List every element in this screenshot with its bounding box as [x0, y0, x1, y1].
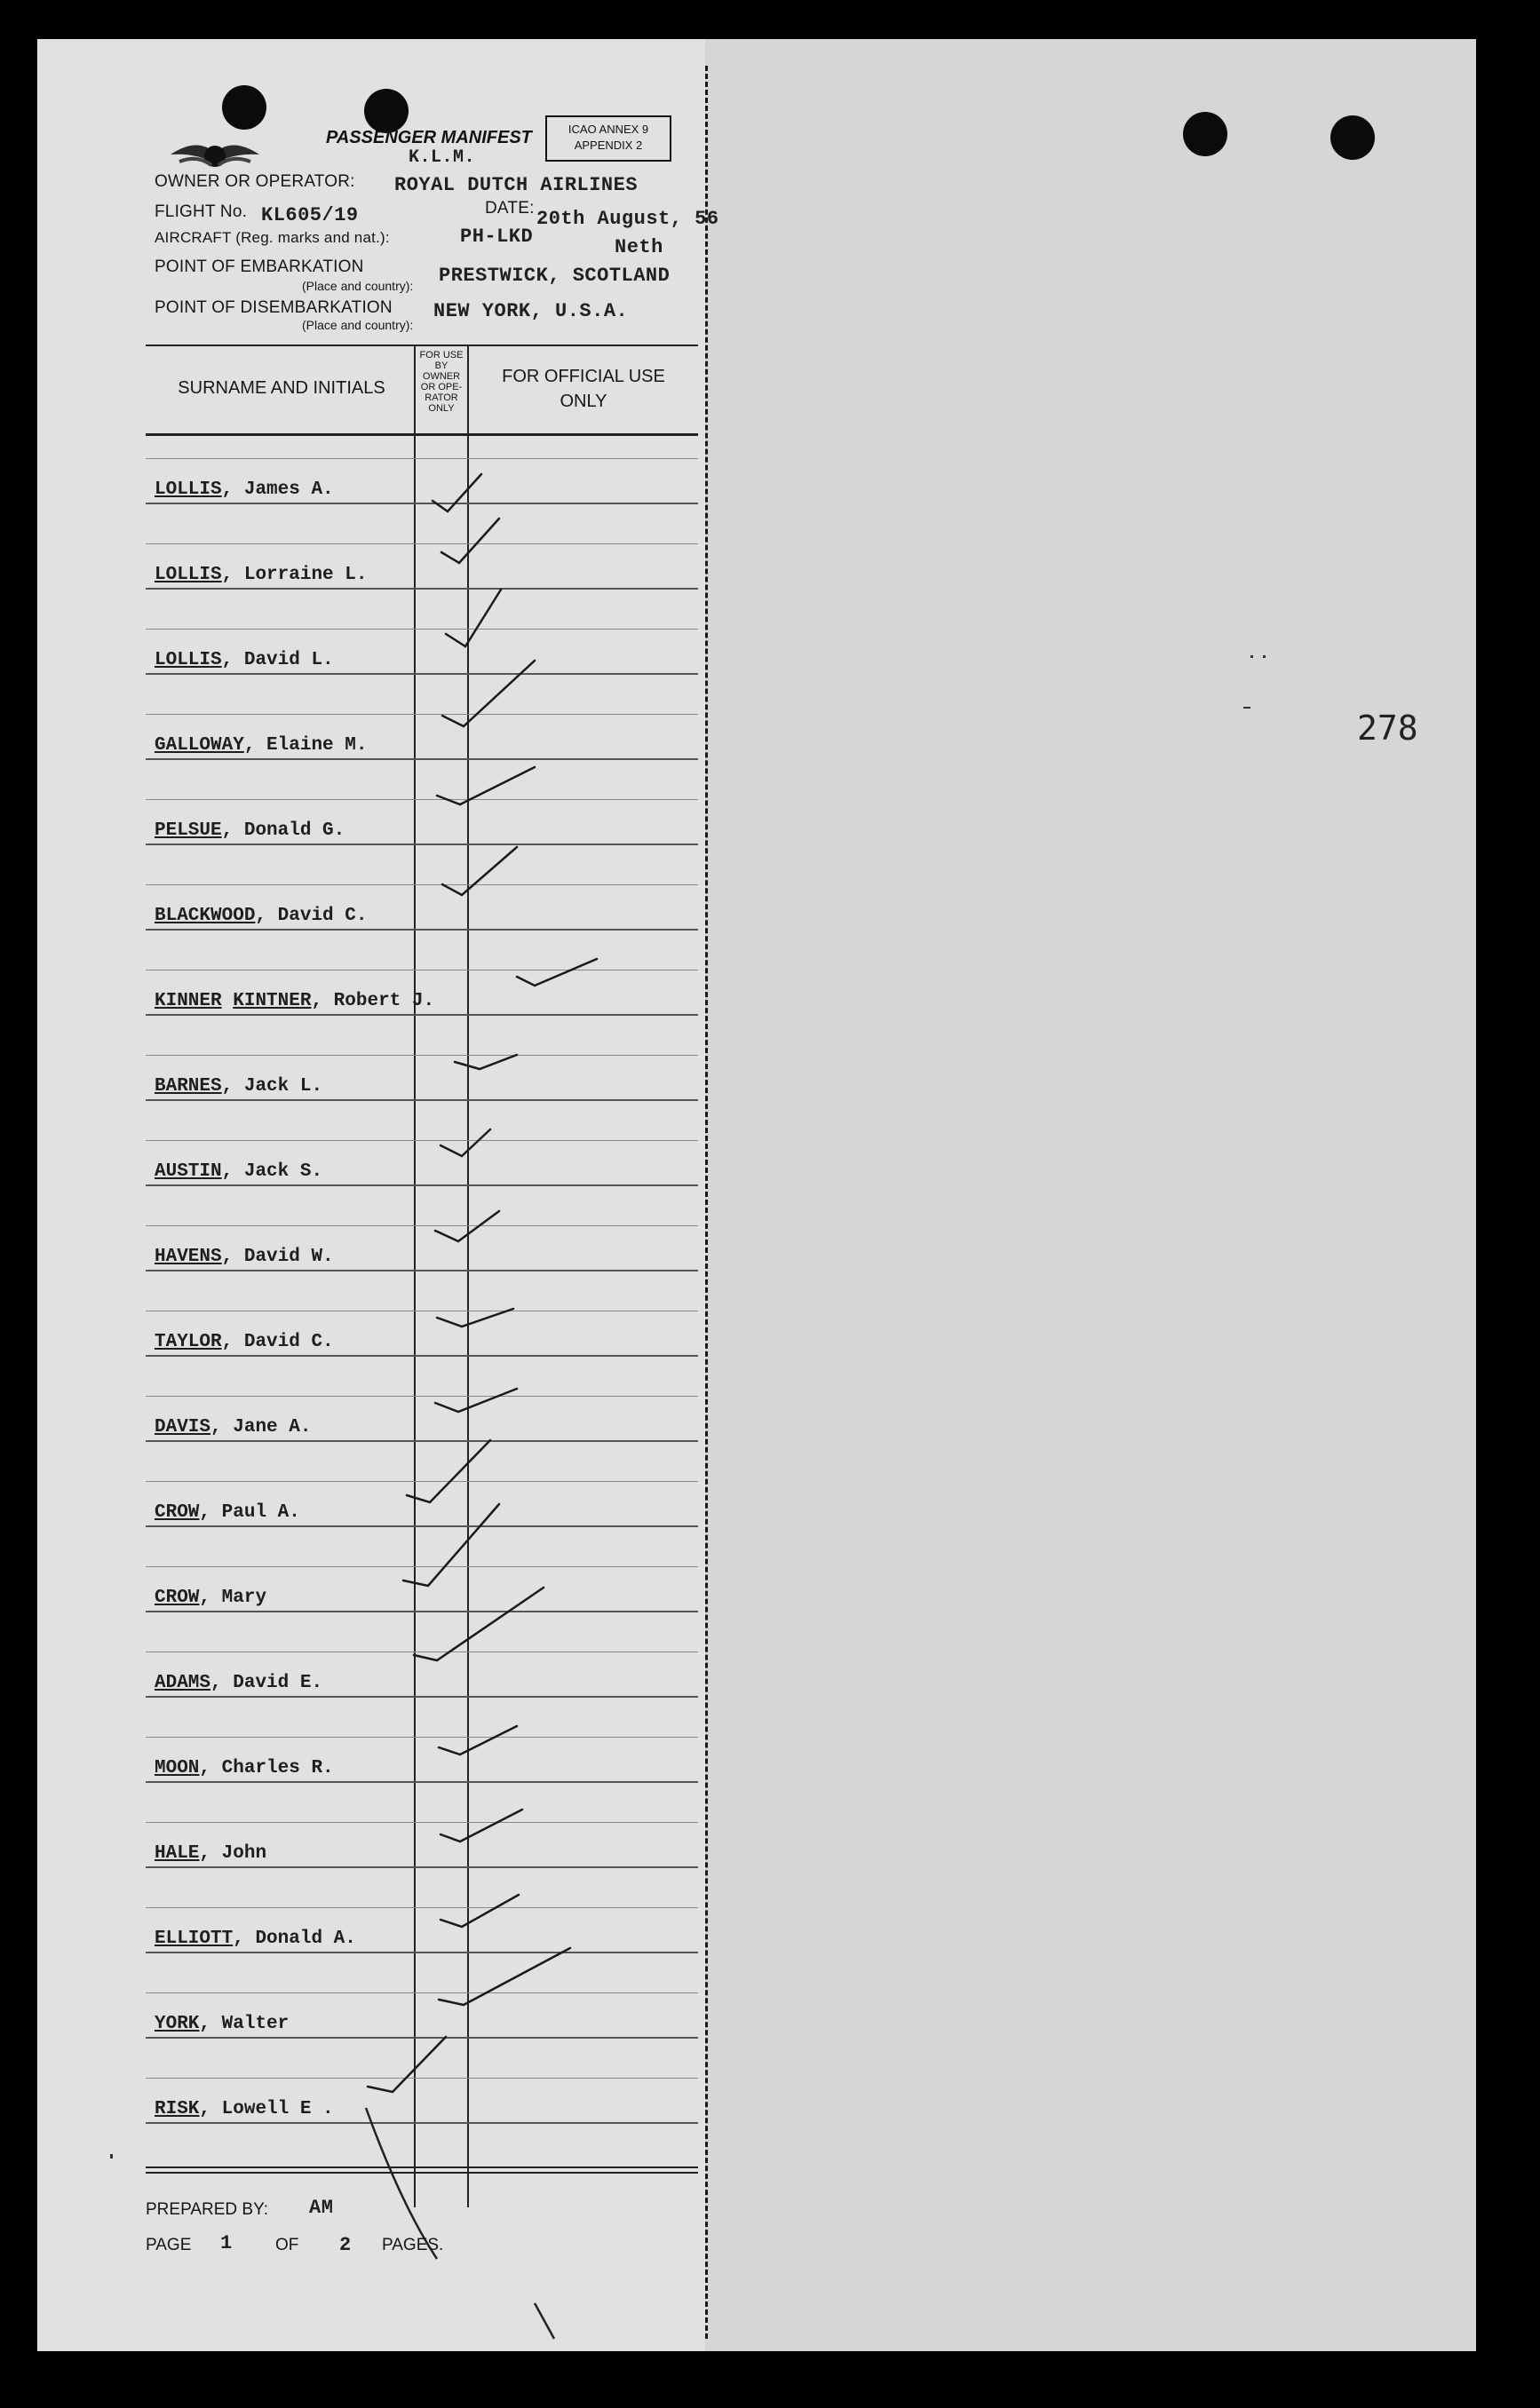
paper-speck: [1250, 655, 1253, 658]
owner-value: ROYAL DUTCH AIRLINES: [394, 174, 639, 196]
check-mark: [446, 590, 501, 646]
check-mark: [414, 1588, 544, 1660]
passenger-surname: AUSTIN: [155, 1161, 222, 1182]
prepared-by-label: PREPARED BY:: [146, 2200, 268, 2219]
date-label: DATE:: [485, 199, 535, 218]
passenger-name: CROW, Mary: [155, 1588, 267, 1608]
passenger-surname: YORK: [155, 2014, 200, 2034]
check-mark: [433, 474, 481, 511]
passenger-surname: HAVENS: [155, 1247, 222, 1267]
embarkation-label: POINT OF EMBARKATION: [155, 257, 364, 276]
passenger-surname: ELLIOTT: [155, 1929, 234, 1949]
passenger-name: HAVENS, David W.: [155, 1247, 334, 1267]
struck-surname: KINNER: [155, 991, 222, 1011]
passenger-surname: KINTNER: [233, 991, 312, 1011]
passenger-name: PELSUE, Donald G.: [155, 820, 345, 841]
passenger-name: ADAMS, David E.: [155, 1673, 323, 1693]
aircraft-nationality: Neth: [615, 236, 663, 258]
passenger-name: GALLOWAY, Elaine M.: [155, 735, 368, 756]
passenger-name: CROW, Paul A.: [155, 1502, 300, 1523]
passenger-name: DAVIS, Jane A.: [155, 1417, 312, 1438]
check-mark: [403, 1504, 499, 1586]
passenger-name: ELLIOTT, Donald A.: [155, 1929, 356, 1949]
passenger-name: LOLLIS, James A.: [155, 479, 334, 500]
passenger-given-names: Charles R.: [221, 1758, 334, 1778]
passenger-surname: ADAMS: [155, 1673, 211, 1693]
owner-use-line: ONLY: [428, 403, 455, 414]
passenger-name: KINNER KINTNER, Robert J.: [155, 991, 435, 1011]
punch-hole: [1330, 115, 1375, 160]
disembarkation-sublabel: (Place and country):: [302, 318, 414, 332]
pages-label: PAGES.: [382, 2236, 444, 2254]
passenger-given-names: Elaine M.: [266, 735, 368, 756]
check-mark: [517, 959, 597, 986]
page-number: 278: [1357, 709, 1418, 748]
passenger-surname: DAVIS: [155, 1417, 211, 1438]
passenger-surname: PELSUE: [155, 820, 222, 841]
passenger-given-names: John: [221, 1843, 267, 1864]
passenger-name: RISK, Lowell E .: [155, 2099, 334, 2119]
check-mark: [441, 1129, 490, 1156]
of-label: OF: [275, 2236, 299, 2254]
owner-label: OWNER OR OPERATOR:: [155, 172, 355, 191]
aircraft-label: AIRCRAFT (Reg. marks and nat.):: [155, 229, 390, 246]
passenger-surname: GALLOWAY: [155, 735, 244, 756]
passenger-surname: LOLLIS: [155, 479, 222, 500]
passenger-given-names: Lowell E .: [221, 2099, 334, 2119]
embarkation-value: PRESTWICK, SCOTLAND: [439, 265, 671, 287]
icao-annex: ICAO ANNEX 9: [568, 123, 649, 136]
embarkation-sublabel: (Place and country):: [302, 279, 414, 293]
punch-hole: [1183, 112, 1227, 156]
check-mark: [441, 1810, 522, 1842]
check-mark: [437, 767, 535, 804]
check-mark: [439, 1948, 570, 2005]
official-use-line: ONLY: [560, 392, 607, 411]
passenger-surname: HALE: [155, 1843, 200, 1864]
passenger-given-names: David C.: [243, 1332, 334, 1352]
passenger-name: TAYLOR, David C.: [155, 1332, 334, 1352]
icao-appendix: APPENDIX 2: [574, 139, 643, 152]
check-mark: [435, 1389, 517, 1412]
check-mark: [435, 1211, 499, 1241]
passenger-name: LOLLIS, David L.: [155, 650, 334, 670]
passenger-given-names: David E.: [233, 1673, 323, 1693]
owner-use-line: BY: [434, 360, 449, 371]
passenger-surname: LOLLIS: [155, 565, 222, 585]
paper-speck: [1243, 707, 1250, 709]
passenger-given-names: Jack S.: [243, 1161, 323, 1182]
page-label: PAGE: [146, 2236, 192, 2254]
owner-use-line: FOR USE: [419, 350, 464, 360]
check-mark: [439, 1726, 517, 1755]
owner-use-line: OWNER: [422, 371, 461, 382]
of-value: 2: [339, 2234, 352, 2256]
paper-speck: [1263, 655, 1266, 658]
col-header-name: SURNAME AND INITIALS: [178, 378, 385, 398]
disembarkation-label: POINT OF DISEMBARKATION: [155, 298, 393, 317]
passenger-given-names: David C.: [277, 906, 368, 926]
flight-label: FLIGHT No.: [155, 202, 248, 221]
passenger-surname: BARNES: [155, 1076, 222, 1097]
passenger-name: HALE, John: [155, 1843, 267, 1864]
passenger-given-names: Walter: [221, 2014, 290, 2034]
owner-use-line: OR OPE-: [420, 382, 463, 392]
passenger-given-names: Mary: [221, 1588, 267, 1608]
passenger-name: BARNES, Jack L.: [155, 1076, 323, 1097]
passenger-given-names: James A.: [243, 479, 334, 500]
date-value: 20th August, 56: [536, 208, 719, 230]
check-mark: [441, 1895, 519, 1927]
aircraft-value: PH-LKD: [460, 226, 534, 248]
airline-code: K.L.M.: [409, 147, 476, 168]
passenger-surname: RISK: [155, 2099, 200, 2119]
check-mark: [442, 661, 535, 726]
check-mark: [455, 1055, 517, 1069]
check-mark: [437, 1309, 513, 1327]
passenger-given-names: Jane A.: [233, 1417, 312, 1438]
flight-value: KL605/19: [261, 204, 359, 226]
passenger-name: MOON, Charles R.: [155, 1758, 334, 1778]
passenger-name: AUSTIN, Jack S.: [155, 1161, 323, 1182]
official-use-line: FOR OFFICIAL USE: [502, 367, 665, 386]
passenger-given-names: David W.: [243, 1247, 334, 1267]
disembarkation-value: NEW YORK, U.S.A.: [433, 300, 629, 322]
passenger-surname: BLACKWOOD: [155, 906, 256, 926]
passenger-given-names: Paul A.: [221, 1502, 300, 1523]
owner-use-line: RATOR: [425, 392, 458, 403]
passenger-given-names: Donald G.: [243, 820, 345, 841]
page-value: 1: [220, 2232, 233, 2254]
passenger-given-names: David L.: [243, 650, 334, 670]
check-mark: [407, 1440, 490, 1502]
manifest-title: PASSENGER MANIFEST: [326, 128, 532, 147]
passenger-given-names: Jack L.: [243, 1076, 323, 1097]
check-mark: [441, 519, 499, 563]
passenger-surname: LOLLIS: [155, 650, 222, 670]
check-mark: [442, 847, 517, 895]
check-marks: [37, 39, 712, 2259]
passenger-name: LOLLIS, Lorraine L.: [155, 565, 368, 585]
passenger-given-names: Donald A.: [255, 1929, 356, 1949]
passenger-surname: CROW: [155, 1588, 200, 1608]
passenger-surname: MOON: [155, 1758, 200, 1778]
passenger-given-names: Robert J.: [333, 991, 435, 1011]
check-mark: [368, 2037, 446, 2092]
passenger-name: BLACKWOOD, David C.: [155, 906, 368, 926]
passenger-given-names: Lorraine L.: [243, 565, 368, 585]
passenger-surname: CROW: [155, 1502, 200, 1523]
passenger-surname: TAYLOR: [155, 1332, 222, 1352]
passenger-name: YORK, Walter: [155, 2014, 290, 2034]
manifest-sheet: [37, 39, 1476, 2351]
prepared-by-value: AM: [309, 2197, 334, 2219]
